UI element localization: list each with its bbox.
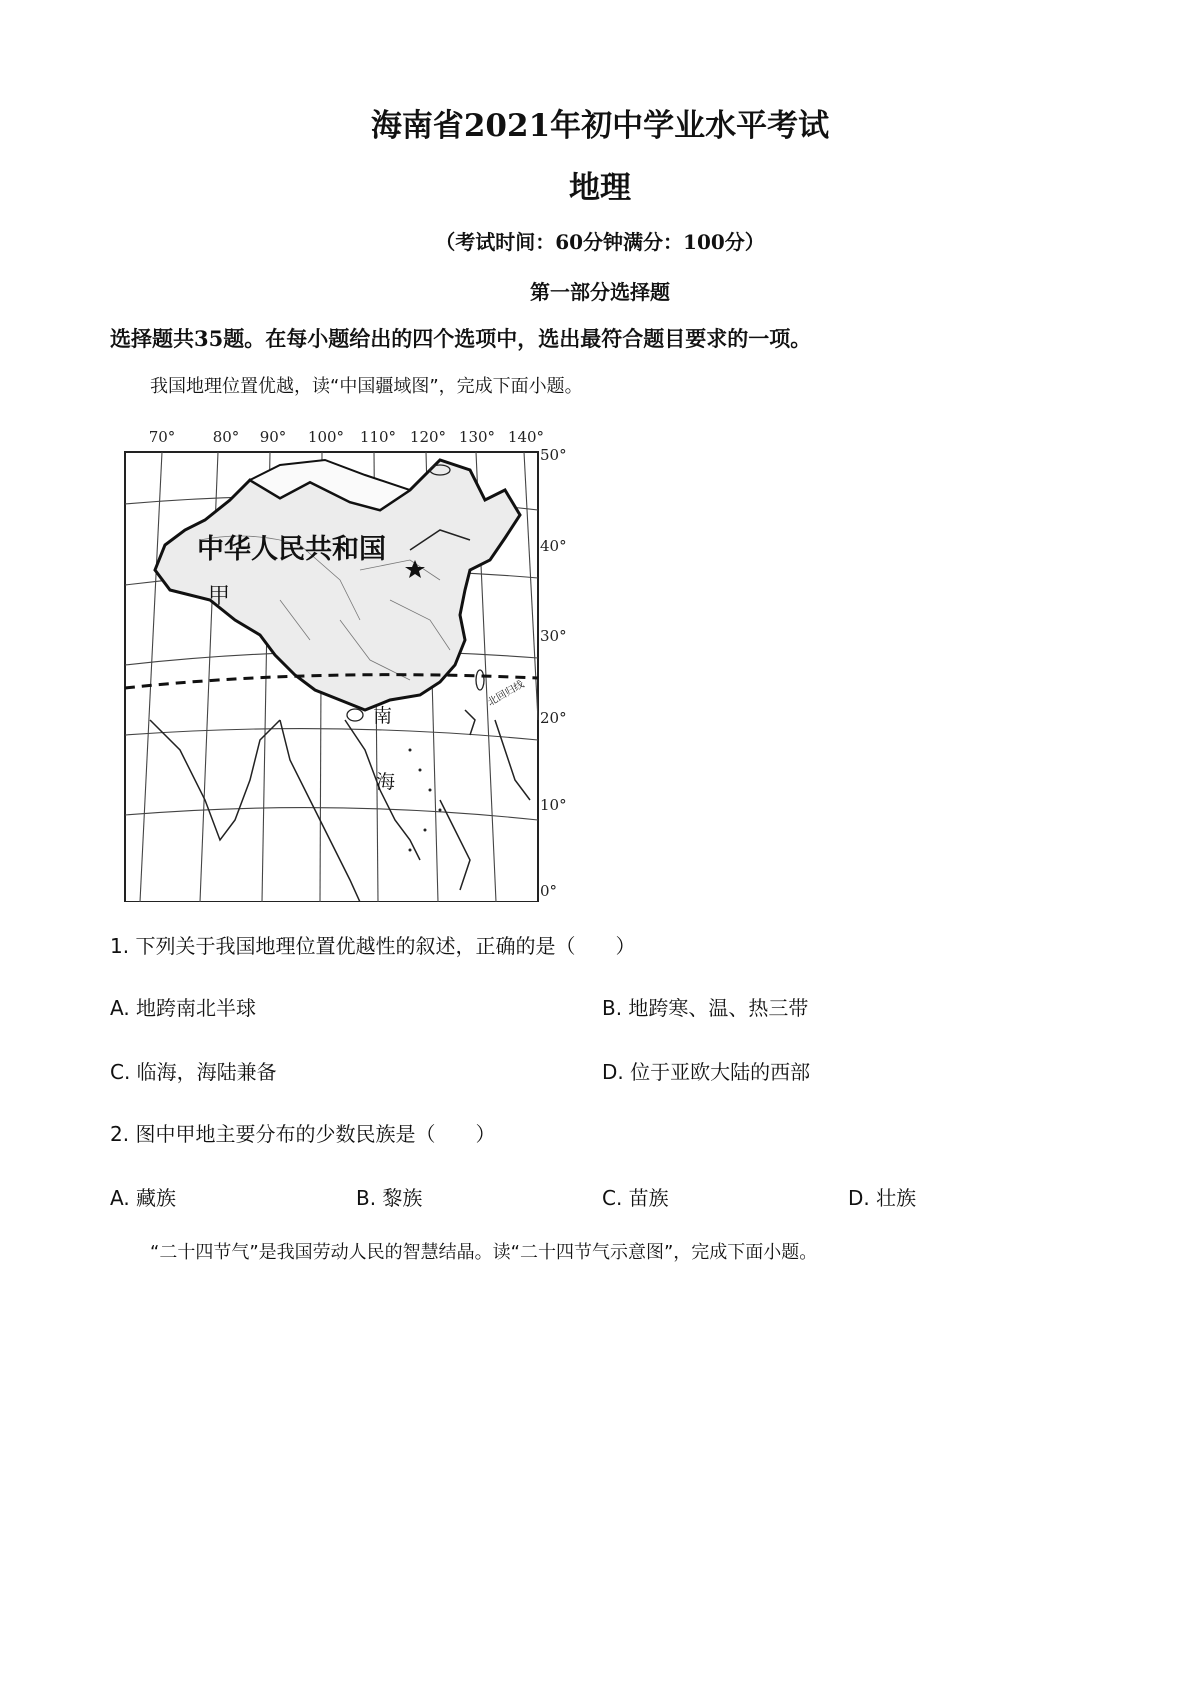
q1-option-d[interactable]: D. 位于亚欧大陆的西部 (602, 1060, 811, 1084)
lat-label: 10° (540, 796, 567, 814)
lat-label: 40° (540, 537, 567, 555)
sea-label-sea: 海 (376, 771, 396, 793)
china-territory-map (110, 420, 570, 902)
q1-option-b[interactable]: B. 地跨寒、温、热三带 (602, 996, 809, 1020)
exam-title: 海南省2021年初中学业水平考试 (370, 108, 830, 144)
q2-option-d[interactable]: D. 壮族 (848, 1186, 917, 1210)
subject-title: 地理 (569, 170, 631, 206)
exam-info: （考试时间：60分钟满分：100分） (435, 230, 765, 254)
q2-option-b[interactable]: B. 黎族 (356, 1186, 423, 1210)
tropic-label: 北回归线 (486, 679, 527, 709)
lon-label: 140° (507, 428, 545, 446)
part-title: 第一部分选择题 (530, 280, 670, 304)
q2-option-c[interactable]: C. 苗族 (602, 1186, 669, 1210)
lon-label: 90° (259, 428, 287, 446)
lon-label: 80° (212, 428, 240, 446)
lon-label: 110° (359, 428, 397, 446)
lon-label: 120° (409, 428, 447, 446)
lon-label: 100° (307, 428, 345, 446)
lat-label: 30° (540, 627, 567, 645)
sea-label-south: 南 (373, 705, 393, 727)
q1-option-c[interactable]: C. 临海，海陆兼备 (110, 1060, 277, 1084)
jia-label: 甲 (208, 584, 231, 609)
section-instructions: 选择题共35题。在每小题给出的四个选项中，选出最符合题目要求的一项。 (110, 326, 812, 351)
lat-label: 20° (540, 709, 567, 727)
country-label: 中华人民共和国 (197, 534, 386, 565)
q2-option-a[interactable]: A. 藏族 (110, 1186, 177, 1210)
lat-label: 0° (540, 882, 558, 900)
lon-label: 70° (148, 428, 176, 446)
question-2-stem: 2. 图中甲地主要分布的少数民族是（ ） (110, 1122, 496, 1146)
question-1-stem: 1. 下列关于我国地理位置优越性的叙述，正确的是（ ） (110, 934, 636, 958)
group2-intro: “二十四节气”是我国劳动人民的智慧结晶。读“二十四节气示意图”，完成下面小题。 (150, 1242, 818, 1263)
lat-label: 50° (540, 446, 567, 464)
group1-intro: 我国地理位置优越，读“中国疆域图”，完成下面小题。 (150, 376, 583, 397)
q1-option-a[interactable]: A. 地跨南北半球 (110, 996, 257, 1020)
lon-label: 130° (458, 428, 496, 446)
